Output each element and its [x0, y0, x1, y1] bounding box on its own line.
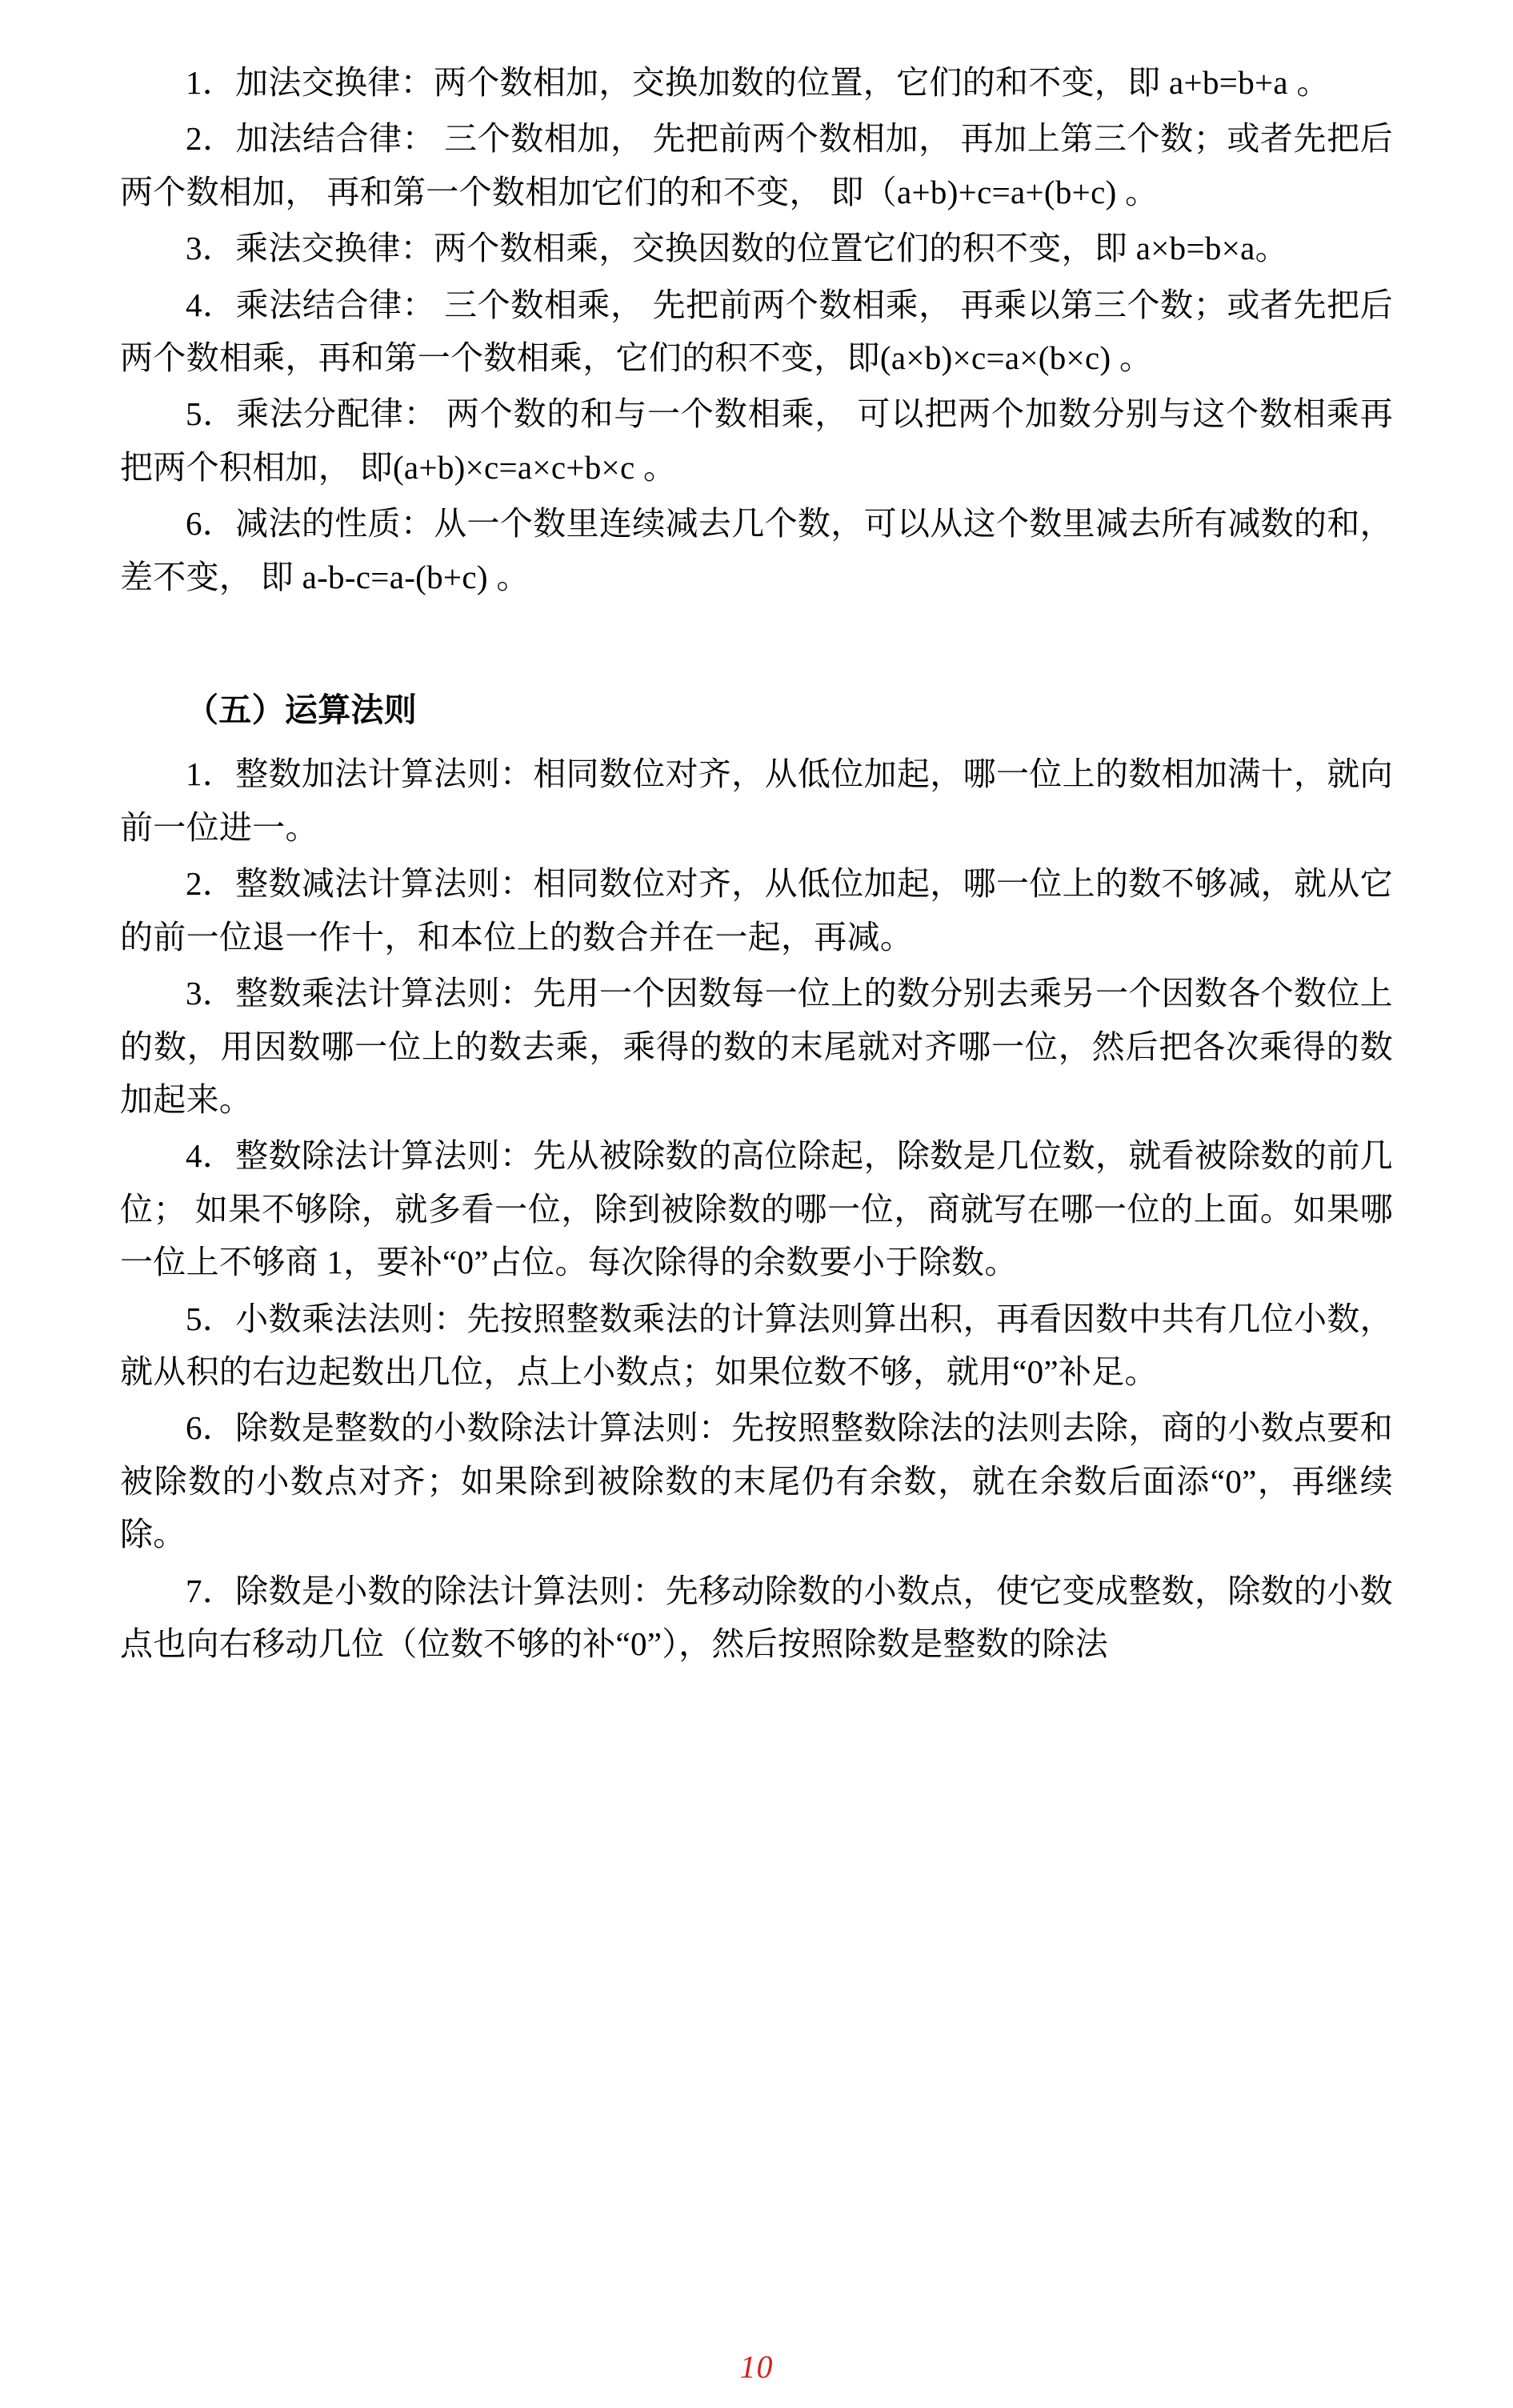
paragraph: 4．乘法结合律： 三个数相乘， 先把前两个数相乘， 再乘以第三个数；或者先把后两个数相乘，再和第一个数相乘，它们的积不变，即(a×b)×c=a×(b×c) 。 — [120, 286, 1393, 377]
section-operation-laws — [120, 56, 1393, 603]
paragraph: 1．整数加法计算法则：相同数位对齐，从低位加起，哪一位上的数相加满十，就向前一位进一。 — [120, 755, 1393, 846]
section-operation-rules — [120, 683, 1393, 1670]
paragraph: 5．乘法分配律： 两个数的和与一个数相乘， 可以把两个加数分别与这个数相乘再把两个积相加， 即(a+b)×c=a×c+b×c 。 — [120, 395, 1393, 486]
paragraph: 7．除数是小数的除法计算法则：先移动除数的小数点，使它变成整数，除数的小数点也向右移动几位（位数不够的补“0”），然后按照除数是整数的除法 — [120, 1572, 1393, 1662]
paragraph: 2．整数减法计算法则：相同数位对齐，从低位加起，哪一位上的数不够减，就从它的前一位退一作十，和本位上的数合并在一起，再减。 — [120, 865, 1393, 956]
paragraph: 6．减法的性质：从一个数里连续减去几个数，可以从这个数里减去所有减数的和，差不变， 即 a-b-c=a-(b+c) 。 — [120, 505, 1393, 595]
section-heading: （五）运算法则 — [186, 691, 418, 729]
paragraph: 3．乘法交换律：两个数相乘，交换因数的位置它们的积不变，即 a×b=b×a。 — [186, 230, 1288, 267]
paragraph: 2．加法结合律： 三个数相加， 先把前两个数相加， 再加上第三个数；或者先把后两个数相加， 再和第一个数相加它们的和不变， 即（a+b)+c=a+(b+c) 。 — [120, 120, 1393, 210]
paragraph: 1．加法交换律：两个数相加，交换加数的位置，它们的和不变，即 a+b=b+a 。 — [186, 64, 1330, 101]
paragraph: 3．整数乘法计算法则：先用一个因数每一位上的数分别去乘另一个因数各个数位上的数，用因数哪一位上的数去乘，乘得的数的末尾就对齐哪一位，然后把各次乘得的数加起来。 — [120, 975, 1393, 1118]
page-number: 10 — [739, 2349, 774, 2385]
paragraph: 6．除数是整数的小数除法计算法则：先按照整数除法的法则去除，商的小数点要和被除数的小数点对齐；如果除到被除数的末尾仍有余数，就在余数后面添“0”，再继续除。 — [120, 1409, 1393, 1553]
document-body — [120, 56, 1393, 1670]
section-spacer — [120, 607, 1393, 627]
paragraph: 5．小数乘法法则：先按照整数乘法的计算法则算出积，再看因数中共有几位小数，就从积的右边起数出几位，点上小数点；如果位数不够，就用“0”补足。 — [120, 1300, 1393, 1390]
paragraph: 4．整数除法计算法则：先从被除数的高位除起，除数是几位数，就看被除数的前几位； 如果不够除，就多看一位，除到被除数的哪一位，商就写在哪一位的上面。如果哪一位上不够商 1，要补“0”占位。每次除得的余数要小于除数。 — [120, 1137, 1393, 1281]
